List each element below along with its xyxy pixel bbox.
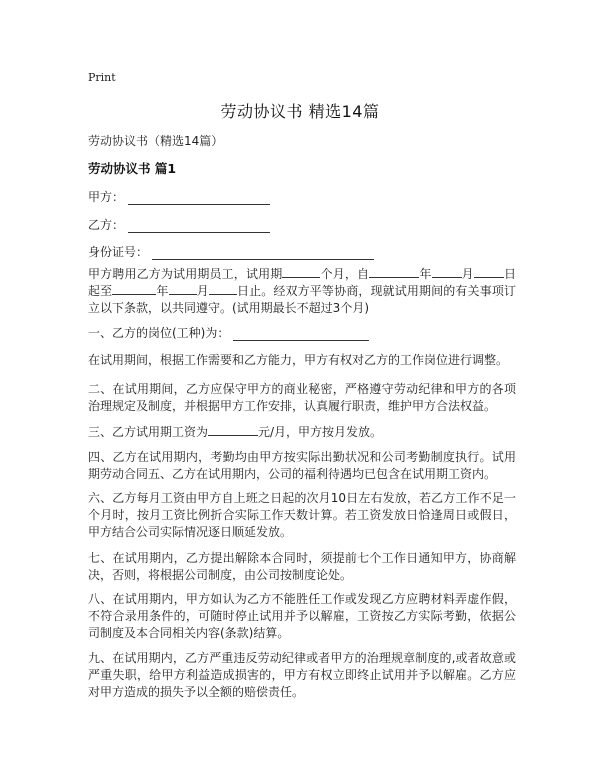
intro-text-7: 月 bbox=[196, 284, 209, 298]
clause-3 bbox=[88, 424, 516, 441]
start-day-blank bbox=[474, 266, 504, 278]
party-b-field bbox=[88, 216, 270, 233]
clause-2: 二、在试用期间，乙方应保守甲方的商业秘密，严格遵守劳动纪律和甲方的各项治理规定及制度，并根据甲方工作安排，认真履行职责，维护甲方合法权益。 bbox=[88, 382, 516, 413]
clause-1-text: 在试用期间，根据工作需要和乙方能力，甲方有权对乙方的工作岗位进行调整。 bbox=[88, 353, 509, 367]
intro-text-6: 年 bbox=[156, 284, 169, 298]
intro-text-2: 个月，自 bbox=[320, 267, 370, 281]
party-a-blank bbox=[128, 192, 270, 205]
end-year-blank bbox=[112, 283, 156, 295]
clause-8: 八、在试用期内，甲方如认为乙方不能胜任工作或发现乙方应聘材料弄虚作假，不符合录用条件的，可随时停止试用并予以解雇，工资按乙方实际考勤，依据公司制度及本合同相关内容(条款)结算。 bbox=[88, 592, 516, 640]
intro-text-8: 日止。经双方平等协商，现就试用期间的有关事项订立以下条款，以共同遵守。(试用期最长不超过3个月) bbox=[88, 284, 516, 315]
id-number-field bbox=[88, 243, 374, 260]
clause-3-text-1: 三、乙方试用期工资为 bbox=[88, 425, 209, 439]
end-day-blank bbox=[209, 283, 237, 295]
clause-3-text-2: 元/月，甲方按月发放。 bbox=[258, 425, 383, 439]
start-year-blank bbox=[369, 266, 419, 278]
party-a-label: 甲方： bbox=[88, 190, 125, 204]
clause-7: 七、在试用期内，乙方提出解除本合同时，须提前七个工作日通知甲方，协商解决，否则，将根据公司制度，由公司按制度论处。 bbox=[88, 551, 516, 582]
start-month-blank bbox=[432, 266, 462, 278]
party-b-label: 乙方： bbox=[88, 218, 125, 232]
intro-text-4: 月 bbox=[461, 267, 474, 281]
document-subtitle: 劳动协议书（精选14篇） bbox=[88, 134, 224, 148]
id-number-blank bbox=[152, 247, 374, 260]
clause-1-label: 一、乙方的岗位(工种)为： bbox=[88, 326, 230, 340]
salary-blank bbox=[208, 424, 258, 436]
trial-months-blank bbox=[282, 266, 320, 278]
document-title: 劳动协议书 精选14篇 bbox=[220, 102, 380, 121]
id-number-label: 身份证号： bbox=[88, 245, 149, 259]
print-link[interactable]: Print bbox=[88, 71, 116, 84]
clause-1-field bbox=[88, 324, 369, 341]
party-b-blank bbox=[128, 220, 270, 233]
clause-4: 四、乙方在试用期内，考勤均由甲方按实际出勤状况和公司考勤制度执行。试用期劳动合同五、乙方在试用期内，公司的福利待遇均已包含在试用期工资内。 bbox=[88, 450, 516, 481]
party-a-field bbox=[88, 188, 270, 205]
intro-paragraph bbox=[88, 266, 516, 317]
clause-6: 六、乙方每月工资由甲方自上班之日起的次月10日左右发放，若乙方工作不足一个月时，按月工资比例折合实际工作天数计算。若工资发放日恰逢周日或假日，甲方结合公司实际情况逐日顺延发放。 bbox=[88, 491, 516, 539]
intro-text-1: 甲方聘用乙方为试用期员工，试用期 bbox=[88, 267, 283, 281]
end-month-blank bbox=[169, 283, 197, 295]
clause-9: 九、在试用期内，乙方严重违反劳动纪律或者甲方的治理规章制度的,或者故意或严重失职，给甲方利益造成损害的，甲方有权立即终止试用并予以解雇。乙方应对甲方造成的损失予以全额的赔偿责任。 bbox=[88, 651, 516, 699]
intro-text-3: 年 bbox=[419, 267, 432, 281]
position-blank bbox=[233, 328, 369, 341]
section-title: 劳动协议书 篇1 bbox=[88, 161, 177, 176]
intro-text-5: 日起至 bbox=[88, 267, 516, 298]
